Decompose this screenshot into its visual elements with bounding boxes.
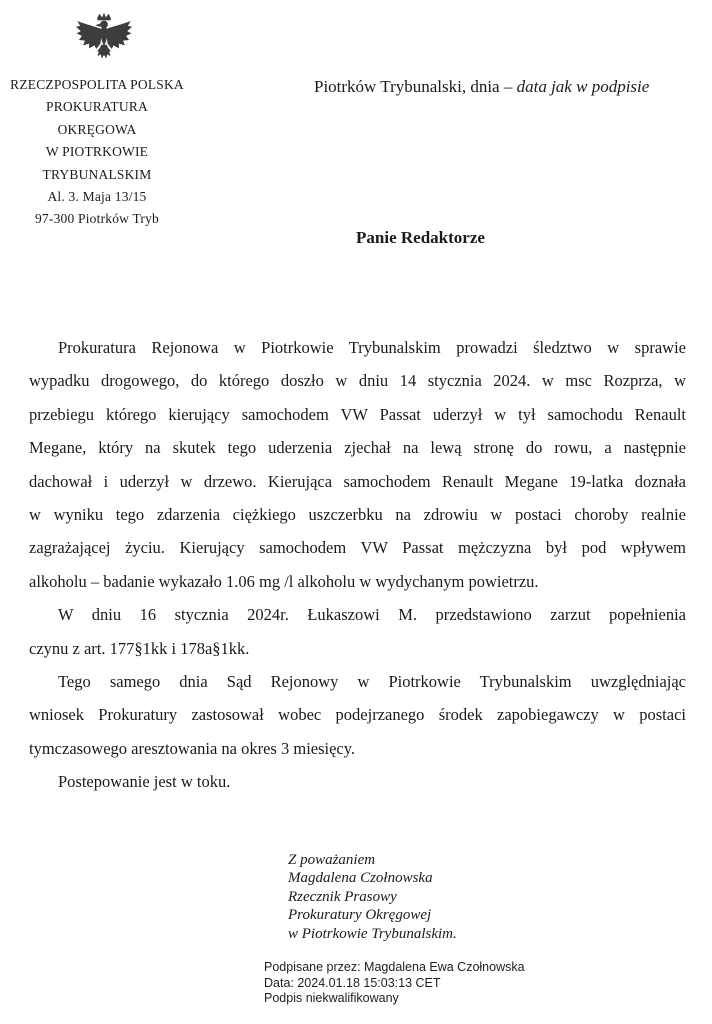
text-line: PROKURATURA OKRĘGOWA: [46, 99, 148, 137]
date-line-italic: data jak w podpisie: [516, 77, 650, 96]
text-line: Podpis niekwalifikowany: [264, 991, 399, 1006]
body-line: Megane, który na skutek tego uderzenia zjechał na lewą stronę do rowu, a następnie: [29, 438, 686, 458]
text-line: 97-300 Piotrków Tryb: [34, 211, 160, 227]
text-line: Magdalena Czołnowska: [288, 870, 433, 887]
text-line: TRYBUNALSKIM: [42, 166, 152, 182]
body-line: dachował i uderzył w drzewo. Kierująca samochodem Renault Megane 19-latka doznała: [29, 471, 686, 491]
date-line-prefix: Piotrków Trybunalski, dnia –: [314, 77, 517, 96]
text-line: Al. 3. Maja 13/15: [47, 189, 147, 205]
letterhead: [6, 74, 188, 231]
text-line: w Piotrkowie Trybunalskim.: [288, 925, 457, 942]
text-line: Z poważaniem: [288, 852, 376, 868]
body-line: w wyniku tego zdarzenia ciężkiego uszczerbku na zdrowiu w postaci choroby realnie: [29, 504, 686, 524]
text-line: W PIOTRKOWIE: [45, 144, 149, 160]
text-line: Podpisane przez: Magdalena Ewa Czołnowska: [264, 960, 525, 974]
body-line: czynu z art. 177§1kk i 178a§1kk.: [29, 638, 250, 658]
digital-signature-note: [264, 960, 525, 1007]
text-line: RZECZPOSPOLITA POLSKA: [10, 77, 184, 92]
signature-block: [288, 851, 457, 943]
body-line: Prokuratura Rejonowa w Piotrkowie Trybunalskim prowadzi śledztwo w sprawie: [58, 338, 686, 357]
body-line: W dniu 16 stycznia 2024r. Łukaszowi M. przedstawiono zarzut popełnienia: [58, 605, 686, 625]
body-line: wniosek Prokuratury zastosował wobec podejrzanego środek zapobiegawczy w postaci: [29, 705, 686, 725]
body-line: tymczasowego aresztowania na okres 3 miesięcy.: [29, 738, 356, 758]
letter-body: [29, 331, 686, 798]
body-line: wypadku drogowego, do którego doszło w dniu 14 stycznia 2024. w msc Rozprza, w: [29, 371, 686, 391]
date-line: [314, 77, 649, 97]
text-line: Prokuratury Okręgowej: [288, 907, 432, 924]
salutation-heading: Panie Redaktorze: [356, 228, 485, 247]
body-line: przebiegu którego kierujący samochodem VW Passat uderzył w tył samochodu Renault: [29, 404, 686, 424]
polish-eagle-emblem-icon: [74, 12, 134, 74]
body-line: Tego samego dnia Sąd Rejonowy w Piotrkowie Trybunalskim uwzględniając: [58, 671, 686, 691]
body-line: Postepowanie jest w toku.: [58, 772, 231, 792]
text-line: Data: 2024.01.18 15:03:13 CET: [264, 975, 441, 990]
text-line: Rzecznik Prasowy: [288, 888, 397, 905]
body-line: alkoholu – badanie wykazało 1.06 mg /l alkoholu w wydychanym powietrzu.: [29, 571, 539, 591]
body-line: zagrażającej życiu. Kierujący samochodem VW Passat mężczyzna był pod wpływem: [29, 538, 686, 558]
